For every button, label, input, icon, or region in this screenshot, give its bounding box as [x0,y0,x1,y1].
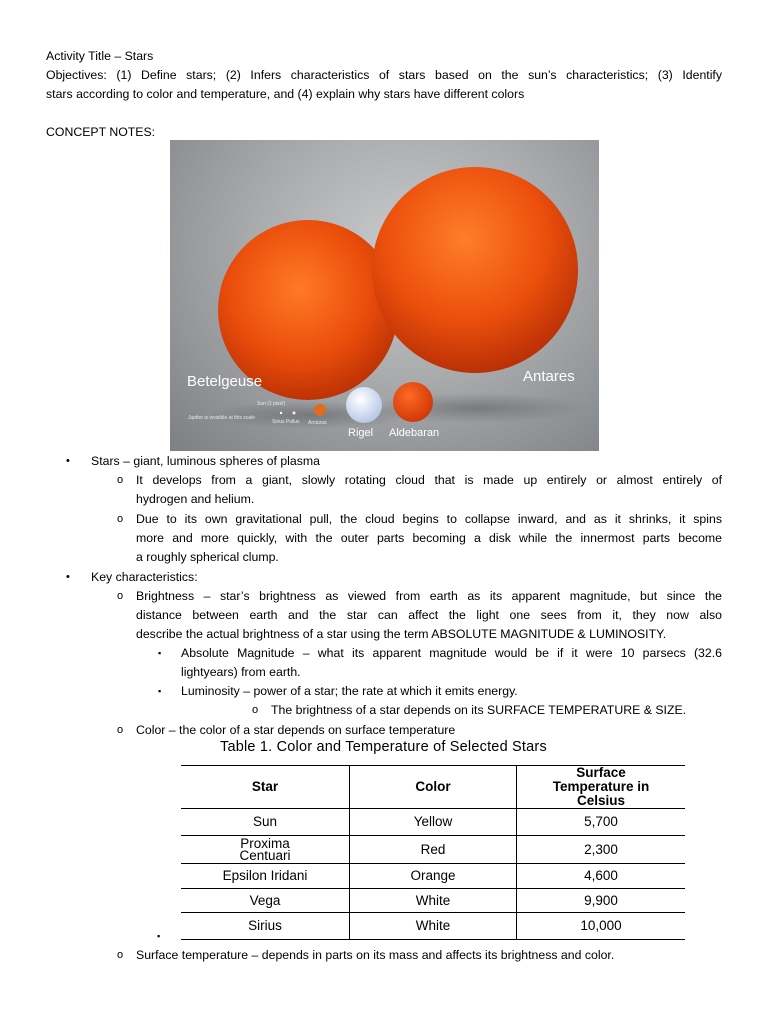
pollux-dot [293,412,296,415]
circle-bullet-icon: o [252,704,259,716]
header-temperature: Surface Temperature in Celsius [517,766,686,809]
luminosity-line: Luminosity – power of a star; the rate at which it emits energy. [181,684,518,698]
absolute-magnitude-line-2: lightyears) from earth. [181,665,301,679]
star-size-comparison-image [170,140,599,451]
collapse-line-3: a roughly spherical clump. [136,550,279,564]
brightness-line-3: describe the actual brightness of a star using the term ABSOLUTE MAGNITUDE & LUMINOSITY. [136,627,667,641]
rigel-label: Rigel [348,427,374,439]
header-color: Color [350,766,517,809]
betelgeuse-label: Betelgeuse [187,373,263,390]
bullet-icon: • [66,455,70,467]
brightness-line-2: distance between earth and the star can affect the light one sees from it, they now also [136,608,722,622]
sirius-dot [280,412,282,414]
table-row: Proxima Centuari Red 2,300 [181,836,685,864]
rigel-sphere [346,387,382,423]
brightness-line-1: Brightness – star’s brightness as viewed from earth as its apparent magnitude, but since the [136,589,722,603]
collapse-line-2: more and more quickly, with the outer parts becoming a disk while the innermost parts become [136,531,722,545]
jupiter-note: Jupiter is invisible at this scale [188,415,255,421]
small-stars-label: Sirius Pollux [272,419,300,425]
luminosity-subpoint: The brightness of a star depends on its SURFACE TEMPERATURE & SIZE. [271,703,687,717]
aldebaran-sphere [393,382,433,422]
sun-label: Sun (1 pixel) [257,401,286,407]
table-header-row [181,766,685,809]
antares-sphere [372,167,578,373]
square-bullet-icon: ▪ [158,648,162,658]
square-bullet-icon: ▪ [158,686,162,696]
table-title: Table 1. Color and Temperature of Selected Stars [220,739,547,755]
circle-bullet-icon: o [117,590,124,602]
antares-label: Antares [523,368,575,385]
stars-definition: Stars – giant, luminous spheres of plasma [91,454,320,468]
arcturus-sphere [314,404,326,416]
bullet-icon: • [66,571,70,583]
surface-temperature-line: Surface temperature – depends in parts on its mass and affects its brightness and color. [136,948,615,962]
table-row: Vega White 9,900 [181,889,685,913]
circle-bullet-icon: o [117,474,124,486]
header-star: Star [181,766,350,809]
circle-bullet-icon: o [117,513,124,525]
develops-line-2: hydrogen and helium. [136,492,255,506]
activity-title: Activity Title – Stars [46,49,154,63]
table-row: Sun Yellow 5,700 [181,809,685,836]
objectives-line-1: Objectives: (1) Define stars; (2) Infers characteristics of stars based on the sun’s characteristics; (3) Identify [46,68,722,82]
arcturus-label: Arcturus [308,420,327,426]
aldebaran-label: Aldebaran [389,427,440,439]
circle-bullet-icon: o [117,949,124,961]
objectives-line-2: stars according to color and temperature, and (4) explain why stars have different colors [46,87,525,101]
square-bullet-icon: ▪ [157,931,161,941]
circle-bullet-icon: o [117,724,124,736]
develops-line-1: It develops from a giant, slowly rotating cloud that is made up entirely or almost entirely of [136,473,722,487]
concept-notes-heading: CONCEPT NOTES: [46,125,156,139]
key-characteristics: Key characteristics: [91,570,198,584]
collapse-line-1: Due to its own gravitational pull, the cloud begins to collapse inward, and as it shrinks, it spins [136,512,722,526]
table-row: Sirius White 10,000 [181,913,685,940]
absolute-magnitude-line-1: Absolute Magnitude – what its apparent magnitude would be if it were 10 parsecs (32.6 [181,646,722,660]
color-line: Color – the color of a star depends on surface temperature [136,723,456,737]
star-illustration [170,140,599,451]
table-row: Epsilon Iridani Orange 4,600 [181,864,685,889]
star-color-temperature-table [181,765,685,940]
